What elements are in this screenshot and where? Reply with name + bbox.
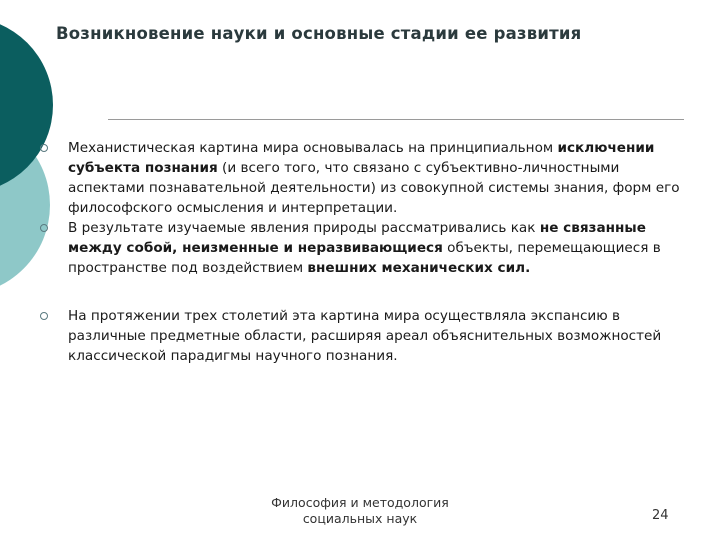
bullet-item bbox=[40, 306, 690, 366]
bullet-item bbox=[40, 218, 690, 278]
title-divider bbox=[108, 119, 684, 120]
bullet-marker-icon bbox=[40, 224, 48, 232]
page-number: 24 bbox=[652, 508, 669, 523]
bullet-text: В результате изучаемые явления природы рассматривались как не связанные между собой, неизменные и неразвивающиеся объекты, перемещающиеся в пространстве под воздействием внешних механических сил. bbox=[68, 220, 661, 276]
footer-text bbox=[250, 495, 470, 527]
slide-title: Возникновение науки и основные стадии ее развития bbox=[56, 24, 582, 43]
bullet-text: На протяжении трех столетий эта картина мира осуществляла экспансию в различные предметные области, расширяя ареал объяснительных возможностей классической парадигмы научного познания. bbox=[68, 308, 662, 364]
bullet-item bbox=[40, 138, 690, 218]
footer-line: Философия и методология bbox=[271, 495, 449, 510]
bullet-marker-icon bbox=[40, 312, 48, 320]
bullet-marker-icon bbox=[40, 144, 48, 152]
bullet-list bbox=[40, 138, 690, 366]
footer-line: социальных наук bbox=[302, 511, 418, 526]
bullet-text: Механистическая картина мира основывалась на принципиальном исключении субъекта познания (и всего того, что связано с субъективно-личностными аспектами познавательной деятельности) из совокупной системы знания, форм его философского осмысления и интерпретации. bbox=[68, 140, 680, 216]
